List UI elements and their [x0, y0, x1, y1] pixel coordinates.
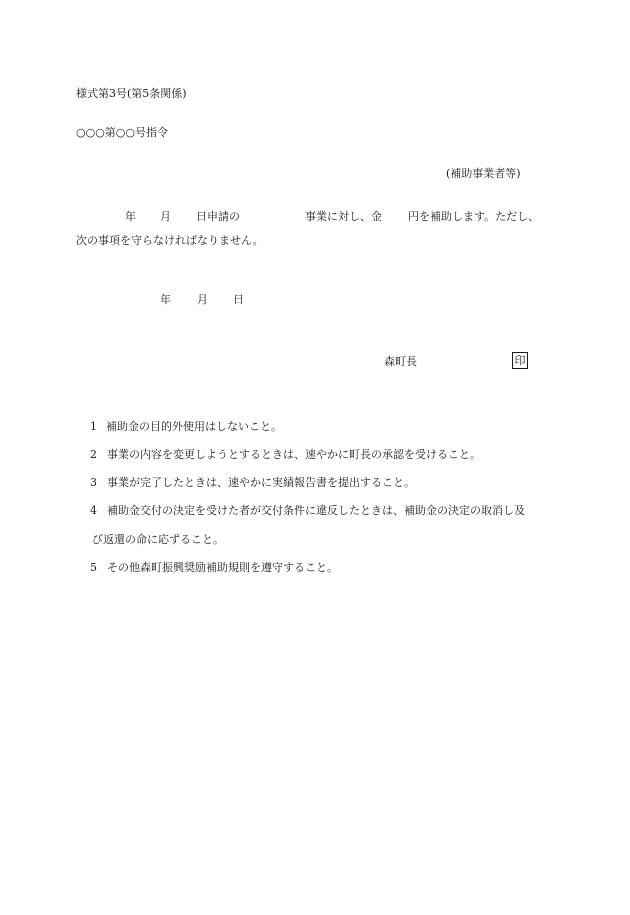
- body-second-line: 次の事項を守らなければなりません。: [76, 234, 264, 247]
- issuer-title: 森町長: [384, 355, 417, 368]
- condition-number: 5: [90, 561, 97, 574]
- date-month-label: 月: [197, 293, 208, 306]
- condition-text: 事業が完了したときは、速やかに実績報告書を提出すること。: [107, 476, 415, 489]
- recipient-label: (補助事業者等): [446, 167, 521, 180]
- condition-text: 補助金交付の決定を受けた者が交付条件に違反したときは、補助金の決定の取消し及: [107, 504, 525, 517]
- document-number: ○○○第○○号指令: [76, 126, 168, 139]
- condition-text: 補助金の目的外使用はしないこと。: [106, 420, 282, 433]
- form-number: 様式第3号(第5条関係): [76, 87, 187, 100]
- body-subsidy-text: 円を補助します。ただし、: [408, 210, 540, 223]
- condition-number: 1: [90, 420, 97, 433]
- condition-continuation: び返還の命に応ずること。: [92, 533, 224, 546]
- condition-number: 4: [90, 504, 97, 517]
- condition-text: 事業の内容を変更しようとするときは、速やかに町長の承認を受けること。: [107, 448, 481, 461]
- condition-text: その他森町振興奨励補助規則を遵守すること。: [107, 561, 338, 574]
- condition-number: 3: [90, 476, 97, 489]
- seal-mark: 印: [512, 352, 528, 369]
- body-month-label: 月: [160, 210, 171, 223]
- date-year-label: 年: [160, 293, 171, 306]
- condition-number: 2: [90, 448, 97, 461]
- body-year-label: 年: [125, 210, 136, 223]
- body-applied-day-label: 日申請の: [196, 210, 240, 223]
- body-project-label: 事業に対し、金: [305, 210, 382, 223]
- date-day-label: 日: [233, 293, 244, 306]
